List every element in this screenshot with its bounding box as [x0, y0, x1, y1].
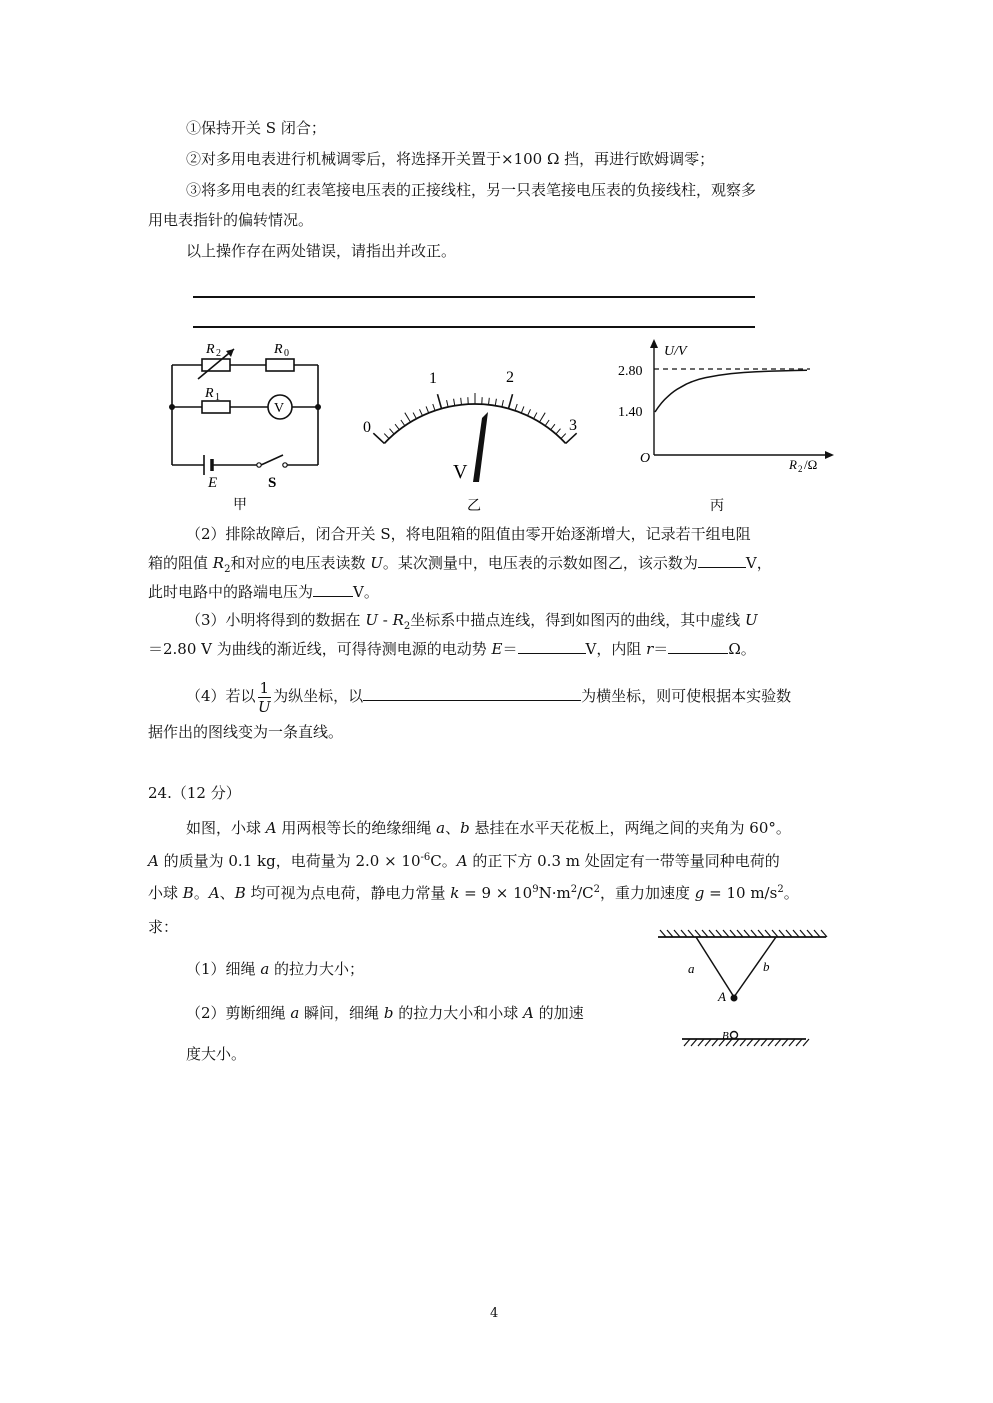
answer-blank[interactable] — [363, 686, 581, 701]
floor-hatch-line — [768, 1039, 774, 1046]
dial-tick — [561, 434, 566, 439]
label-r0: R — [274, 342, 283, 357]
dial-tick — [551, 424, 555, 430]
dial-tick — [566, 433, 577, 443]
label-r2: R — [206, 342, 215, 357]
graph-xlabel: R — [789, 457, 797, 472]
dial-tick — [384, 434, 389, 439]
step-3a: ③将多用电表的红表笔接电压表的正接线柱，另一只表笔接电压表的负接线柱，观察多 — [186, 181, 757, 199]
label-voltmeter: V — [274, 401, 285, 416]
dial-tick — [495, 399, 496, 406]
dial-tick — [395, 424, 399, 430]
answer-blank[interactable] — [698, 553, 746, 568]
page-number: 4 — [490, 1306, 499, 1321]
rope-b — [734, 937, 776, 997]
dial-tick — [373, 433, 384, 443]
ceiling-hatch-line — [737, 930, 743, 937]
step-1: ①保持开关 S 闭合； — [186, 119, 326, 137]
ceiling-hatch-line — [779, 930, 785, 937]
floor-hatch-line — [747, 1039, 753, 1046]
floor-hatch-line — [740, 1039, 746, 1046]
floor-hatch-line — [698, 1039, 704, 1046]
graph-origin: O — [640, 451, 651, 466]
dial-tick — [413, 413, 416, 419]
ceiling-hatch-line — [730, 930, 736, 937]
u-r2-curve — [655, 370, 807, 412]
dial-tick — [556, 429, 561, 434]
step-4: 以上操作存在两处错误，请指出并改正。 — [186, 242, 457, 260]
ceiling-hatch-line — [814, 930, 820, 937]
q2-line-1: （2）排除故障后，闭合开关 S，将电阻箱的阻值由零开始逐渐增大，记录若干组电阻 — [186, 525, 751, 543]
label-r1: R — [205, 386, 214, 401]
floor-hatch-line — [684, 1039, 690, 1046]
u-r2-graph — [610, 335, 840, 515]
dial-tick — [405, 413, 411, 422]
dial-tick — [461, 398, 462, 405]
ceiling-hatch-line — [758, 930, 764, 937]
dial-tick — [401, 420, 405, 426]
ceiling-hatch-line — [772, 930, 778, 937]
p24-line-3: 小球 B。A、B 均可视为点电荷，静电力常量 $k = 9 \times 10^9N\cdot m^2/C^2$，重力加速度 g = 10 $m/s^2$。 — [148, 884, 799, 902]
dial-tick — [521, 406, 524, 412]
answer-blank[interactable] — [668, 639, 728, 654]
ceiling-hatch-line — [681, 930, 687, 937]
floor-hatch-line — [782, 1039, 788, 1046]
ceiling-hatch-line — [765, 930, 771, 937]
graph-y-high: 2.80 — [618, 364, 643, 379]
dial-tick — [502, 400, 504, 407]
ceiling-hatch-line — [674, 930, 680, 937]
caption-yi: 乙 — [467, 499, 481, 514]
q2-line-2: 箱的阻值 $R_2$和对应的电压表读数 U。某次测量中，电压表的示数如图乙，该示数为 V， — [148, 554, 772, 575]
label-e: E — [208, 475, 218, 491]
ball-a — [731, 995, 738, 1002]
ceiling-hatch-line — [793, 930, 799, 937]
answer-line-2 — [193, 326, 755, 328]
caption-bing: 丙 — [710, 499, 724, 514]
label-r1-sub: 1 — [215, 392, 220, 403]
label-rope-a: a — [688, 961, 695, 976]
floor-hatch-line — [796, 1039, 802, 1046]
dial-tick — [528, 409, 531, 415]
q3-line-2: ＝2.80 V 为曲线的渐近线，可得待测电源的电动势 E＝ V，内阻 r＝ Ω。 — [148, 640, 756, 658]
ball-b — [731, 1032, 738, 1039]
p24-sub-1: （1）细绳 a 的拉力大小； — [186, 960, 365, 978]
graph-ylabel: U/V — [664, 344, 687, 359]
label-r0-sub: 0 — [284, 348, 289, 359]
ceiling-hatch-line — [751, 930, 757, 937]
ceiling-hatch-line — [702, 930, 708, 937]
dial-unit: V — [453, 461, 468, 483]
p24-line-1: 如图，小球 A 用两根等长的绝缘细绳 a、b 悬挂在水平天花板上，两绳之间的夹角为 60°。 — [186, 819, 791, 837]
dial-tick-1: 1 — [429, 370, 437, 387]
dial-needle — [473, 412, 488, 482]
step-2: ②对多用电表进行机械调零后，将选择开关置于×100 Ω 挡，再进行欧姆调零； — [186, 150, 715, 168]
answer-line-1 — [193, 296, 755, 298]
ceiling-hatch-line — [744, 930, 750, 937]
answer-blank[interactable] — [313, 582, 353, 597]
ceiling-hatch-line — [800, 930, 806, 937]
dial-tick — [489, 398, 490, 405]
dial-tick — [419, 409, 422, 415]
dial-tick — [508, 394, 512, 408]
ceiling-hatch-line — [786, 930, 792, 937]
hanging-ball-figure — [650, 925, 835, 1050]
q3-line-1: （3）小明将得到的数据在 U - $R_2$坐标系中描点连线，得到如图丙的曲线，其中虚线 U — [186, 611, 758, 632]
rope-a — [696, 937, 734, 997]
ceiling-hatch-line — [807, 930, 813, 937]
ceiling-hatch-line — [660, 930, 666, 937]
junction-dot — [169, 404, 175, 410]
ceiling-hatch-line — [667, 930, 673, 937]
graph-xlabel-sub: 2 — [798, 464, 803, 474]
q2-line-3: 此时电路中的路端电压为 V。 — [148, 583, 379, 601]
dial-tick-2: 2 — [506, 369, 514, 386]
ceiling-hatch-line — [695, 930, 701, 937]
dial-tick — [539, 413, 545, 422]
ceiling-hatch-line — [723, 930, 729, 937]
dial-tick — [534, 413, 537, 419]
dial-tick-0: 0 — [363, 419, 371, 436]
junction-dot — [315, 404, 321, 410]
dial-tick — [515, 404, 517, 411]
dial-tick — [437, 394, 441, 408]
ceiling-hatch-line — [688, 930, 694, 937]
p24-sub-2b: 度大小。 — [186, 1045, 247, 1063]
ceiling-hatch-line — [821, 930, 827, 937]
voltmeter-dial — [355, 360, 595, 515]
answer-blank[interactable] — [518, 639, 586, 654]
q4-line-2: 据作出的图线变为一条直线。 — [148, 723, 344, 741]
label-ball-a: A — [718, 989, 726, 1004]
q4-line-1: （4）若以 $\frac{1}{U}$ 为纵坐标，以 为横坐标，则可使根据本实验数 — [186, 678, 792, 716]
floor-hatch-line — [803, 1039, 809, 1046]
graph-y-low: 1.40 — [618, 405, 643, 420]
dial-tick — [447, 400, 449, 407]
p24-line-4: 求： — [148, 918, 179, 936]
floor-hatch-line — [691, 1039, 697, 1046]
label-s: S — [268, 475, 277, 491]
label-ball-b: B — [722, 1030, 729, 1042]
dial-tick — [426, 406, 429, 412]
dial-tick — [390, 429, 395, 434]
caption-jia: 甲 — [233, 498, 247, 513]
floor-hatch-line — [775, 1039, 781, 1046]
ceiling-hatch-line — [716, 930, 722, 937]
label-r2-sub: 2 — [216, 348, 221, 359]
label-rope-b: b — [763, 959, 770, 974]
floor-hatch-line — [712, 1039, 718, 1046]
p24-sub-2: （2）剪断细绳 a 瞬间，细绳 b 的拉力大小和小球 A 的加速 — [186, 1004, 584, 1022]
problem-24-title: 24.（12 分） — [148, 784, 241, 802]
graph-xlabel-unit: /Ω — [804, 457, 818, 472]
dial-arc — [384, 404, 565, 443]
p24-line-2: A 的质量为 0.1 kg，电荷量为 $2.0 \times 10^{-6}C$。A 的正下方 0.3 m 处固定有一带等量同种电荷的 — [148, 852, 780, 870]
dial-tick — [454, 399, 455, 406]
fraction-1-over-u: $\frac{1}{U}$ — [257, 678, 271, 716]
step-3b: 用电表指针的偏转情况。 — [148, 211, 314, 229]
floor-hatch-line — [733, 1039, 739, 1046]
dial-tick — [545, 420, 549, 426]
dial-tick — [433, 404, 435, 411]
floor-hatch-line — [754, 1039, 760, 1046]
floor-hatch-line — [705, 1039, 711, 1046]
floor-hatch-line — [761, 1039, 767, 1046]
dial-tick-3: 3 — [569, 417, 577, 434]
ceiling-hatch-line — [709, 930, 715, 937]
floor-hatch-line — [789, 1039, 795, 1046]
circuit-diagram — [160, 335, 335, 515]
